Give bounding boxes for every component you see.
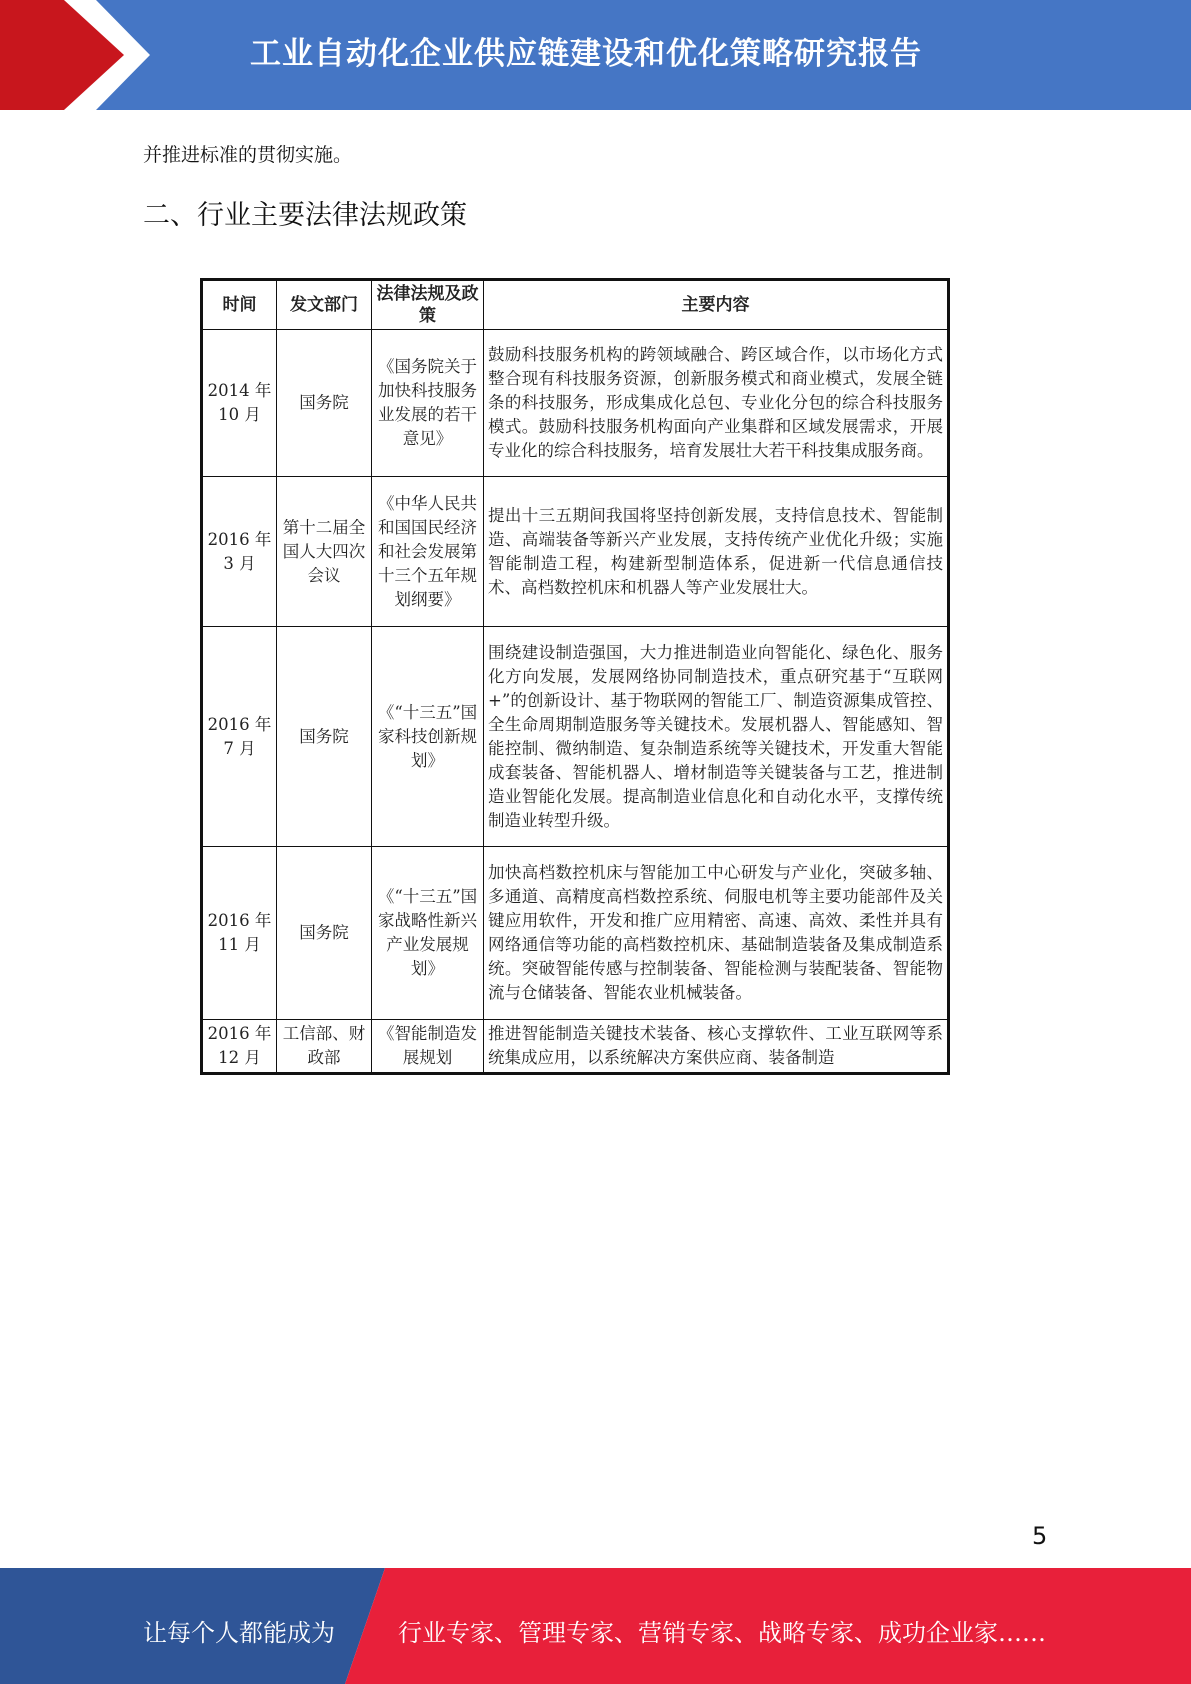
section-heading: 二、行业主要法律法规政策: [143, 200, 467, 231]
table-row: [202, 477, 949, 627]
column-header-department: 发文部门: [277, 280, 372, 330]
table-header-row: [202, 280, 949, 330]
column-header-policy: 法律法规及政策: [372, 280, 484, 330]
policy-table: [200, 278, 950, 1075]
table-row: [202, 627, 949, 847]
table-row: [202, 847, 949, 1020]
cell-content: 围绕建设制造强国，大力推进制造业向智能化、绿色化、服务化方向发展，发展网络协同制造技术，重点研究基于“互联网+”的创新设计、基于物联网的智能工厂、制造资源集成管控、全生命周期制造服务等关键技术。发展机器人、智能感知、智能控制、微纳制造、复杂制造系统等关键技术，开发重大智能成套装备、智能机器人、增材制造等关键装备与工艺，推进制造业智能化发展。提高制造业信息化和自动化水平，支撑传统制造业转型升级。: [484, 627, 949, 847]
header-band: [0, 0, 1191, 110]
intro-text: 并推进标准的贯彻实施。: [143, 144, 353, 166]
cell-content: 加快高档数控机床与智能加工中心研发与产业化，突破多轴、多通道、高精度高档数控系统、伺服电机等主要功能部件及关键应用软件，开发和推广应用精密、高速、高效、柔性并具有网络通信等功能的高档数控机床、基础制造装备及集成制造系统。突破智能传感与控制装备、智能检测与装配装备、智能物流与仓储装备、智能农业机械装备。: [484, 847, 949, 1020]
cell-content: 鼓励科技服务机构的跨领域融合、跨区域合作，以市场化方式整合现有科技服务资源，创新服务模式和商业模式，发展全链条的科技服务，形成集成化总包、专业化分包的综合科技服务模式。鼓励科技服务机构面向产业集群和区域发展需求，开展专业化的综合科技服务，培育发展壮大若干科技集成服务商。: [484, 330, 949, 477]
cell-time: 2016 年 7 月: [202, 627, 277, 847]
table-row: [202, 330, 949, 477]
cell-content: 推进智能制造关键技术装备、核心支撑软件、工业互联网等系统集成应用，以系统解决方案供应商、装备制造: [484, 1020, 949, 1074]
cell-policy: 《“十三五”国家科技创新规划》: [372, 627, 484, 847]
footer-slogan-right: 行业专家、管理专家、营销专家、战略专家、成功企业家……: [398, 1619, 1046, 1647]
page-number: 5: [1032, 1522, 1048, 1550]
footer-band: [0, 1568, 1191, 1684]
cell-time: 2014 年 10 月: [202, 330, 277, 477]
footer-slogan-left: 让每个人都能成为: [143, 1619, 335, 1647]
cell-content: 提出十三五期间我国将坚持创新发展，支持信息技术、智能制造、高端装备等新兴产业发展，支持传统产业优化升级；实施智能制造工程，构建新型制造体系，促进新一代信息通信技术、高档数控机床和机器人等产业发展壮大。: [484, 477, 949, 627]
report-title: 工业自动化企业供应链建设和优化策略研究报告: [250, 36, 922, 72]
column-header-time: 时间: [202, 280, 277, 330]
cell-time: 2016 年 3 月: [202, 477, 277, 627]
cell-department: 国务院: [277, 330, 372, 477]
column-header-content: 主要内容: [484, 280, 949, 330]
cell-department: 国务院: [277, 847, 372, 1020]
cell-department: 第十二届全国人大四次会议: [277, 477, 372, 627]
cell-time: 2016 年 12 月: [202, 1020, 277, 1074]
cell-policy: 《中华人民共和国国民经济和社会发展第十三个五年规划纲要》: [372, 477, 484, 627]
cell-department: 工信部、财政部: [277, 1020, 372, 1074]
cell-policy: 《智能制造发展规划: [372, 1020, 484, 1074]
cell-time: 2016 年 11 月: [202, 847, 277, 1020]
table-row: [202, 1020, 949, 1074]
cell-policy: 《国务院关于加快科技服务业发展的若干意见》: [372, 330, 484, 477]
cell-department: 国务院: [277, 627, 372, 847]
cell-policy: 《“十三五”国家战略性新兴产业发展规划》: [372, 847, 484, 1020]
